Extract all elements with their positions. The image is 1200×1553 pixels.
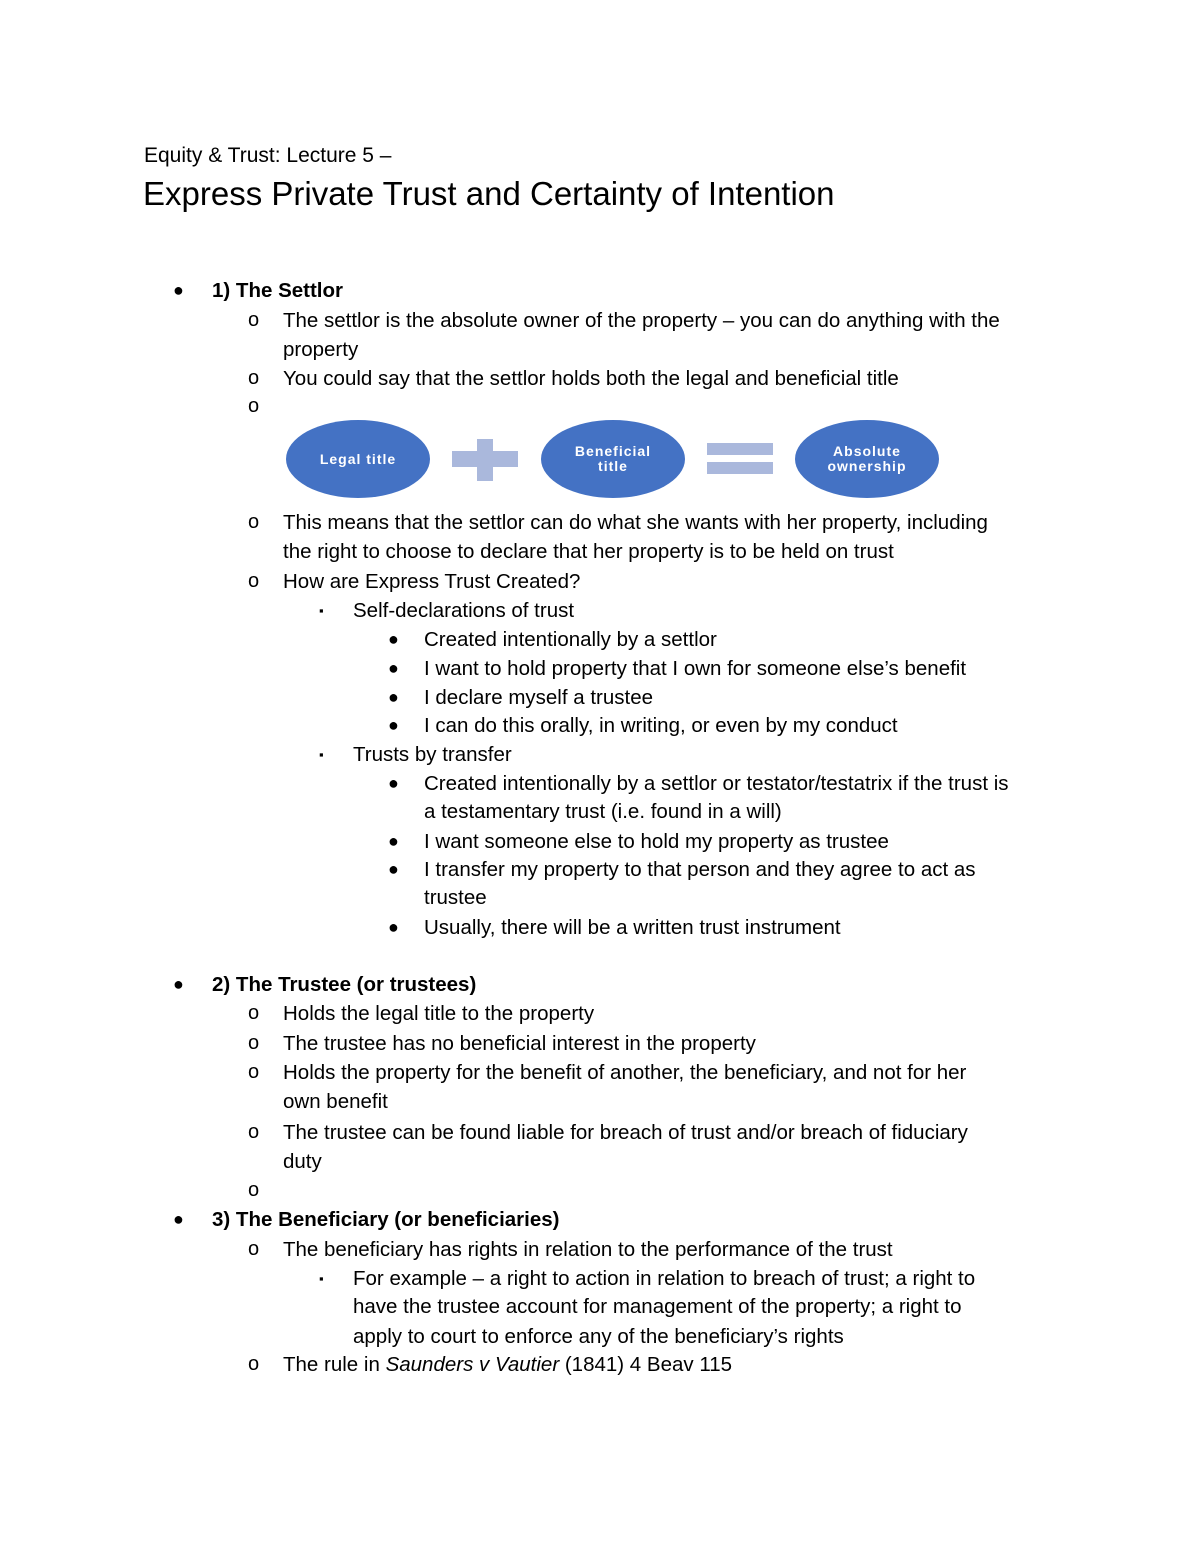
bullet-disc-icon: ●: [173, 280, 184, 300]
sub-sub-list-item: I want someone else to hold my property as trustee: [424, 830, 889, 853]
node-label: Absolute: [833, 443, 901, 459]
list-item: This means that the settlor can do what she wants with her property, including: [283, 511, 988, 534]
node-label: Beneficial: [574, 443, 652, 459]
sub-list-item: For example – a right to action in relation to breach of trust; a right to: [353, 1267, 976, 1290]
node-label: title: [598, 458, 628, 474]
sub-list-item-continuation: have the trustee account for management of the property; a right to: [353, 1295, 962, 1318]
bullet-disc-icon: ●: [388, 859, 399, 879]
sub-sub-list-item: Created intentionally by a settlor or testator/testatrix if the trust is: [424, 772, 1009, 795]
bullet-circle-icon: o: [248, 1179, 260, 1201]
bullet-circle-icon: o: [248, 570, 260, 592]
bullet-circle-icon: o: [248, 1032, 260, 1054]
case-name: Saunders v Vautier: [385, 1353, 560, 1376]
sub-sub-list-item: Created intentionally by a settlor: [424, 628, 717, 651]
list-item: The beneficiary has rights in relation to the performance of the trust: [283, 1238, 893, 1261]
bullet-disc-icon: ●: [388, 773, 399, 793]
section-heading-settlor: 1) The Settlor: [212, 279, 343, 302]
bullet-circle-icon: o: [248, 1061, 260, 1083]
list-item-continuation: duty: [283, 1150, 322, 1173]
sub-list-item-continuation: apply to court to enforce any of the beneficiary’s rights: [353, 1325, 844, 1348]
citation: (1841) 4 Beav 115: [559, 1353, 733, 1376]
bullet-circle-icon: o: [248, 1121, 260, 1143]
bullet-square-icon: ▪: [319, 603, 324, 618]
bullet-circle-icon: o: [248, 1002, 260, 1024]
node-label: Legal title: [319, 450, 397, 467]
list-item-continuation: own benefit: [283, 1090, 388, 1113]
page-title: Express Private Trust and Certainty of Intention: [143, 175, 835, 212]
bullet-circle-icon: o: [248, 367, 260, 389]
sub-list-item: Self-declarations of trust: [353, 599, 575, 622]
sub-list-item: Trusts by transfer: [353, 743, 512, 766]
bullet-disc-icon: ●: [388, 687, 399, 707]
equals-icon: [707, 443, 773, 455]
plus-icon: [452, 451, 518, 467]
list-item: You could say that the settlor holds both the legal and beneficial title: [283, 367, 899, 390]
bullet-circle-icon: o: [248, 1353, 260, 1375]
bullet-disc-icon: ●: [388, 715, 399, 735]
bullet-circle-icon: o: [248, 1238, 260, 1260]
list-item: How are Express Trust Created?: [283, 570, 581, 593]
list-item: Holds the property for the benefit of another, the beneficiary, and not for her: [283, 1061, 967, 1084]
sub-sub-list-item: I want to hold property that I own for someone else’s benefit: [424, 657, 967, 680]
text-run: The rule in: [283, 1353, 386, 1376]
bullet-square-icon: ▪: [319, 1271, 324, 1286]
sub-sub-list-item: I declare myself a trustee: [424, 686, 654, 709]
bullet-disc-icon: ●: [173, 974, 184, 994]
sub-sub-list-item: Usually, there will be a written trust instrument: [424, 916, 841, 939]
absolute-ownership-node: [795, 420, 939, 498]
beneficial-title-node: [541, 420, 685, 498]
section-heading-beneficiary: 3) The Beneficiary (or beneficiaries): [212, 1208, 560, 1231]
bullet-circle-icon: o: [248, 511, 260, 533]
bullet-disc-icon: ●: [388, 917, 399, 937]
bullet-disc-icon: ●: [173, 1209, 184, 1229]
list-item: The trustee has no beneficial interest in the property: [283, 1032, 756, 1055]
list-item: [283, 1350, 732, 1379]
section-heading-trustee: 2) The Trustee (or trustees): [212, 973, 477, 996]
list-item: The trustee can be found liable for breach of trust and/or breach of fiduciary: [283, 1121, 968, 1144]
sub-sub-list-item-continuation: a testamentary trust (i.e. found in a will): [424, 800, 782, 823]
equals-icon-lower: [707, 462, 773, 474]
legal-title-node: [286, 420, 430, 498]
lecture-subtitle: Equity & Trust: Lecture 5 –: [144, 144, 392, 167]
sub-sub-list-item: I can do this orally, in writing, or even by my conduct: [424, 714, 898, 737]
sub-sub-list-item-continuation: trustee: [424, 886, 487, 909]
plus-icon-vertical: [477, 439, 493, 481]
list-item: Holds the legal title to the property: [283, 1002, 595, 1025]
bullet-disc-icon: ●: [388, 658, 399, 678]
list-item-continuation: the right to choose to declare that her property is to be held on trust: [283, 540, 894, 563]
list-item-continuation: property: [283, 338, 359, 361]
bullet-disc-icon: ●: [388, 629, 399, 649]
list-item: The settlor is the absolute owner of the property – you can do anything with the: [283, 309, 1000, 332]
sub-sub-list-item: I transfer my property to that person and they agree to act as: [424, 858, 976, 881]
bullet-circle-icon: o: [248, 395, 260, 417]
bullet-square-icon: ▪: [319, 747, 324, 762]
bullet-circle-icon: o: [248, 309, 260, 331]
bullet-disc-icon: ●: [388, 831, 399, 851]
node-label: ownership: [827, 458, 907, 474]
